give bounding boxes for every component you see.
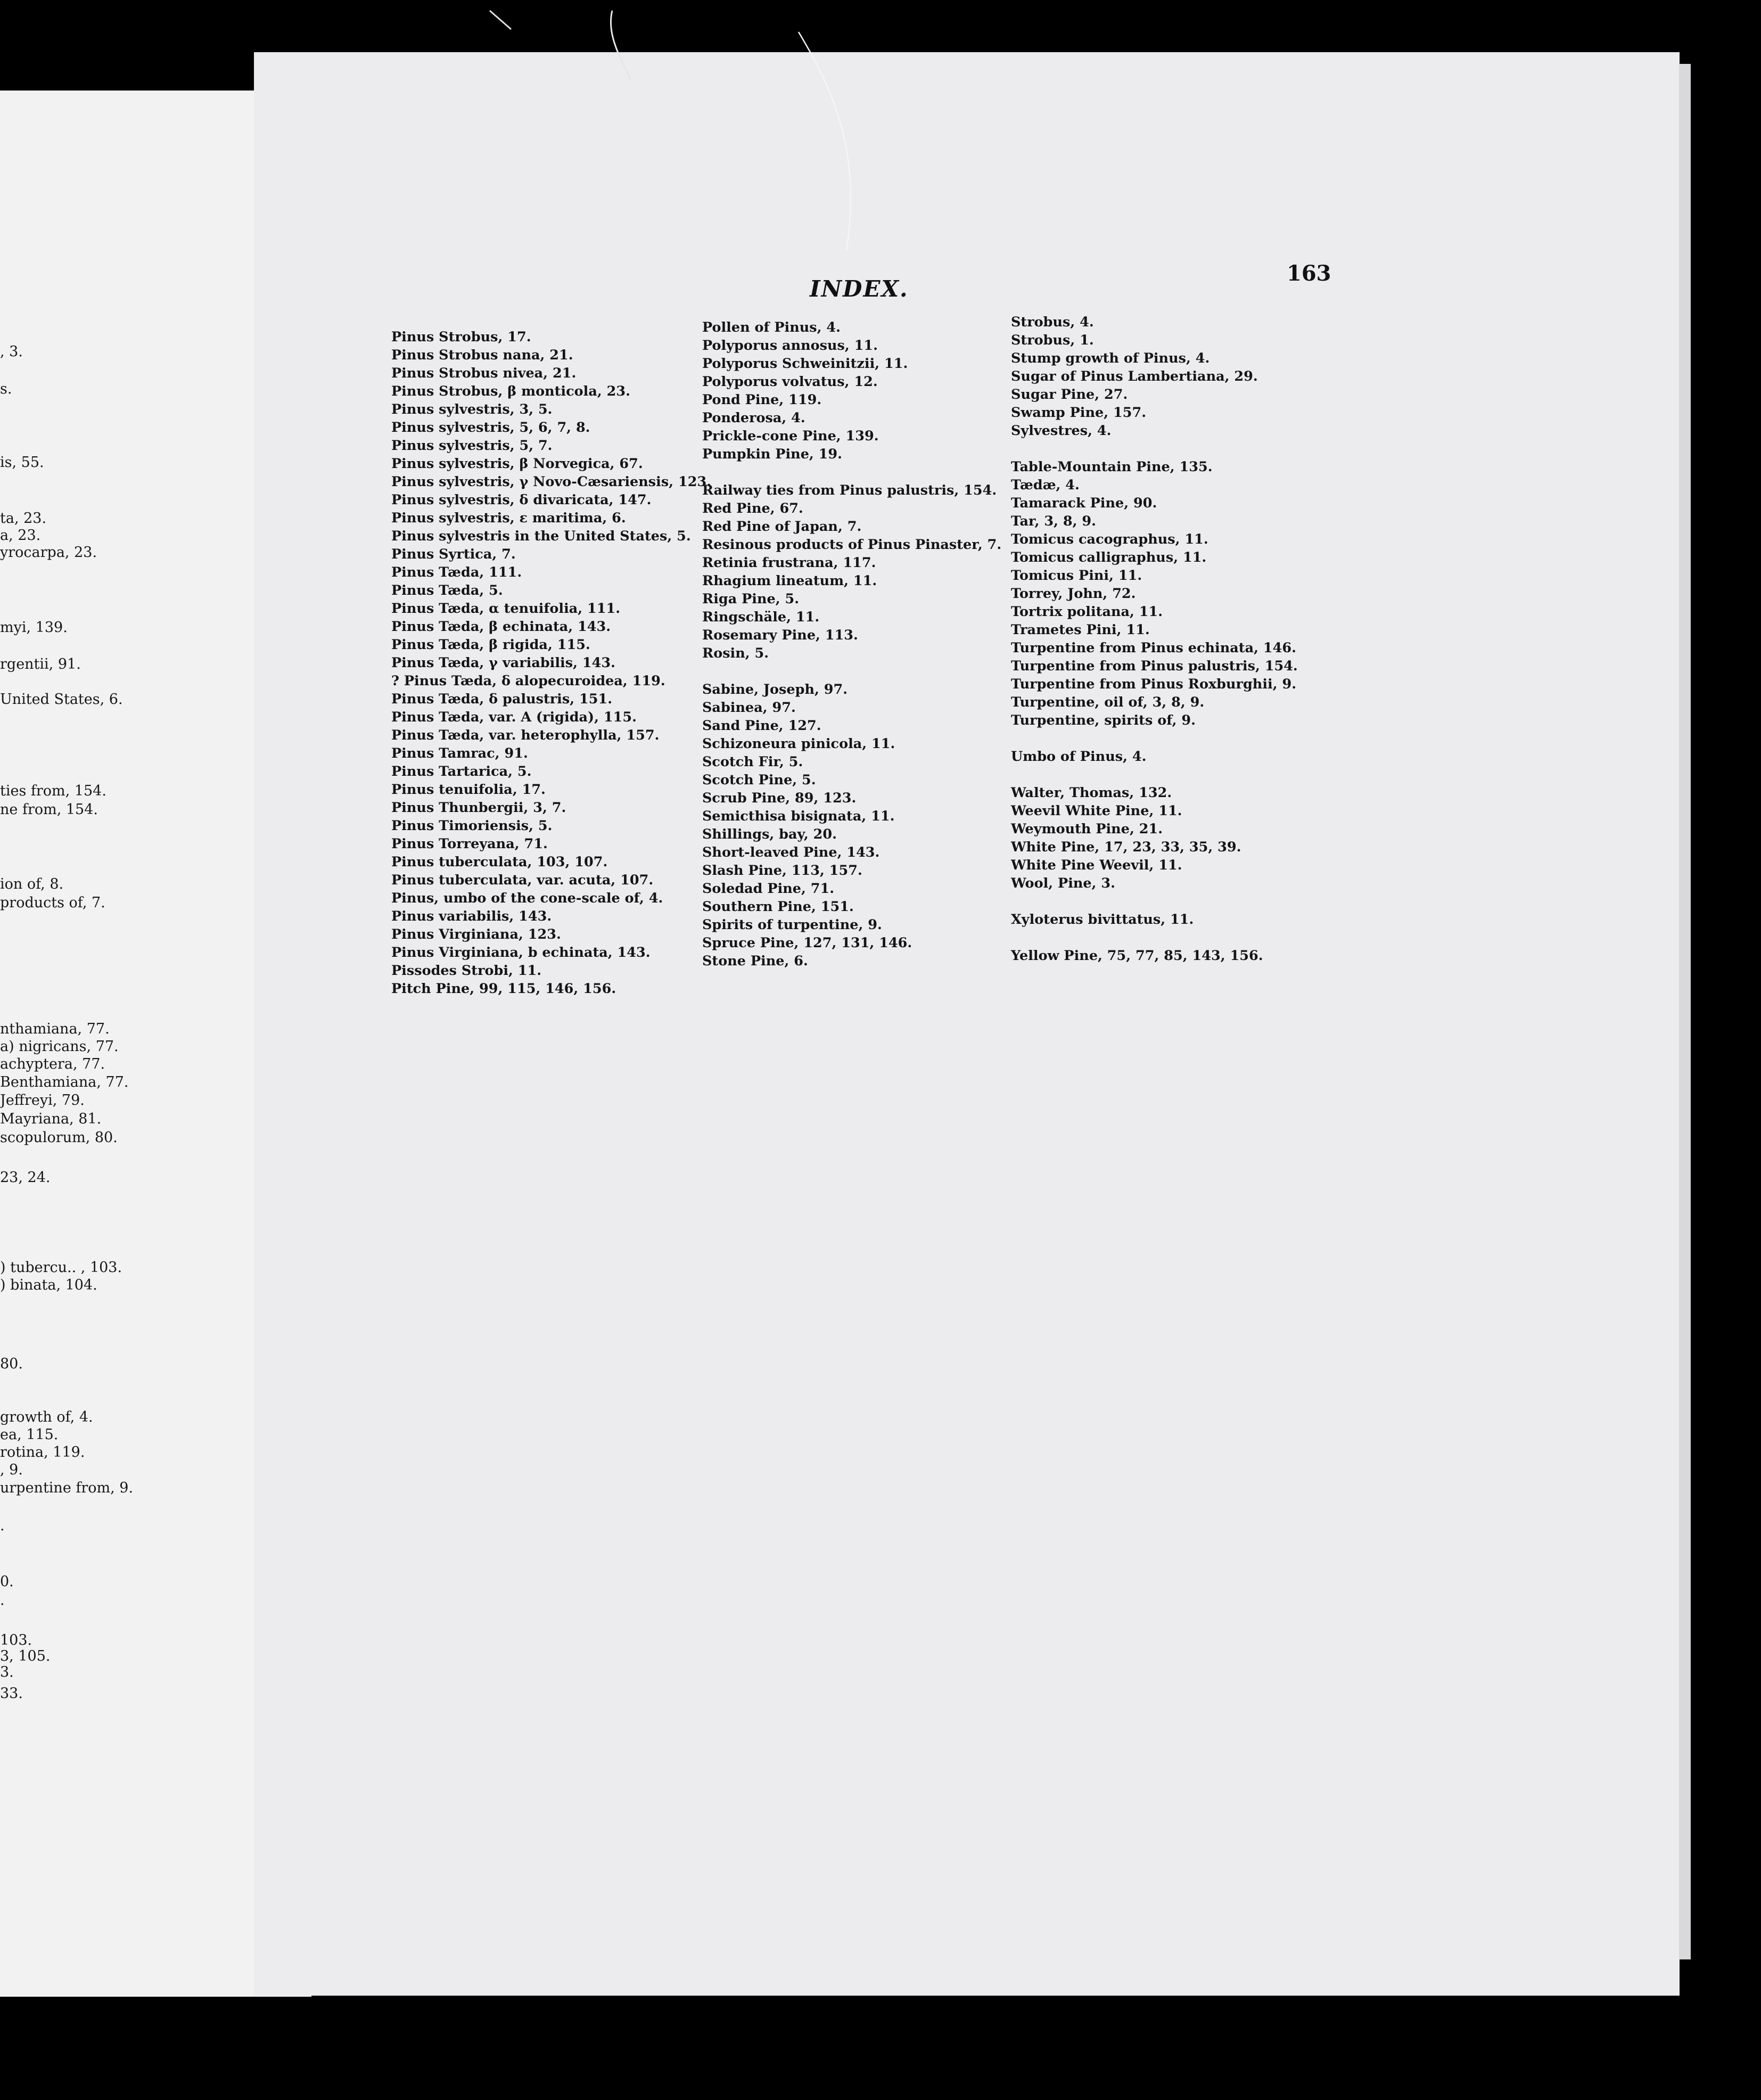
index-entry: Turpentine from Pinus palustris, 154. <box>1011 658 1298 674</box>
index-entry: Pinus sylvestris, 5, 7. <box>391 438 553 454</box>
index-entry: Trametes Pini, 11. <box>1011 622 1150 638</box>
left-page-fragment: ion of, 8. <box>0 876 64 892</box>
left-page-fragment: ) binata, 104. <box>0 1277 97 1293</box>
index-entry: Pinus sylvestris, 3, 5. <box>391 401 553 417</box>
left-page-fragment: 3, 105. <box>0 1648 51 1664</box>
index-entry: Pinus Strobus, β monticola, 23. <box>391 383 630 399</box>
index-entry: Tar, 3, 8, 9. <box>1011 513 1097 529</box>
left-page-fragment: yrocarpa, 23. <box>0 544 97 561</box>
left-page-fragment: myi, 139. <box>0 619 68 636</box>
index-entry: Pinus Tæda, β echinata, 143. <box>391 619 611 635</box>
index-entry: Pissodes Strobi, 11. <box>391 963 542 979</box>
index-entry: Rosemary Pine, 113. <box>702 627 858 643</box>
index-entry: Turpentine from Pinus echinata, 146. <box>1011 640 1296 656</box>
index-entry: Pinus tuberculata, 103, 107. <box>391 854 608 870</box>
left-page-fragment: ea, 115. <box>0 1426 59 1443</box>
left-page-fragment: ta, 23. <box>0 510 47 527</box>
index-entry: Tamarack Pine, 90. <box>1011 495 1157 511</box>
left-page-fragment: rotina, 119. <box>0 1444 85 1461</box>
left-page-fragment: rgentii, 91. <box>0 656 81 672</box>
index-entry: Prickle-cone Pine, 139. <box>702 428 879 444</box>
index-entry: Pinus tenuifolia, 17. <box>391 782 546 798</box>
index-entry: Pinus Torreyana, 71. <box>391 836 548 852</box>
index-entry: Pinus Virginiana, b echinata, 143. <box>391 945 651 961</box>
left-page-fragment: 23, 24. <box>0 1169 51 1186</box>
index-entry: Red Pine, 67. <box>702 501 803 516</box>
left-page-fragment: 0. <box>0 1573 14 1590</box>
index-entry: Retinia frustrana, 117. <box>702 555 876 571</box>
index-entry: Spirits of turpentine, 9. <box>702 917 882 933</box>
index-entry: Polyporus Schweinitzii, 11. <box>702 356 908 372</box>
index-entry: Torrey, John, 72. <box>1011 586 1136 602</box>
index-entry: Turpentine, spirits of, 9. <box>1011 712 1196 728</box>
index-entry: Tomicus cacographus, 11. <box>1011 531 1208 547</box>
left-page-fragment: achyptera, 77. <box>0 1056 105 1072</box>
index-entry: Strobus, 4. <box>1011 314 1094 330</box>
index-entry: Short-leaved Pine, 143. <box>702 844 880 860</box>
index-entry: Strobus, 1. <box>1011 332 1094 348</box>
index-entry: Sugar Pine, 27. <box>1011 387 1128 403</box>
index-entry: Slash Pine, 113, 157. <box>702 863 862 879</box>
left-page-fragment: United States, 6. <box>0 691 123 708</box>
left-page-fragment: s. <box>0 381 12 397</box>
index-entry: Tortrix politana, 11. <box>1011 604 1163 620</box>
index-entry: Pinus sylvestris, 5, 6, 7, 8. <box>391 420 590 436</box>
left-page-fragment: Mayriana, 81. <box>0 1111 102 1127</box>
left-page-fragment: scopulorum, 80. <box>0 1129 118 1146</box>
index-entry: ? Pinus Tæda, δ alopecuroidea, 119. <box>391 673 665 689</box>
index-entry: Pinus sylvestris, ε maritima, 6. <box>391 510 626 526</box>
index-entry: Pinus Strobus nivea, 21. <box>391 365 577 381</box>
index-entry: Rosin, 5. <box>702 645 769 661</box>
index-entry: Pinus Tartarica, 5. <box>391 764 532 780</box>
left-page-fragment: Jeffreyi, 79. <box>0 1092 85 1109</box>
index-entry: Table-Mountain Pine, 135. <box>1011 459 1213 475</box>
left-page-fragment: ties from, 154. <box>0 783 106 799</box>
index-entry: Pinus Tæda, γ variabilis, 143. <box>391 655 615 671</box>
index-entry: Scotch Fir, 5. <box>702 754 803 770</box>
index-entry: Pinus Strobus nana, 21. <box>391 347 573 363</box>
index-entry: Pinus Tæda, α tenuifolia, 111. <box>391 601 621 617</box>
index-entry: Sylvestres, 4. <box>1011 423 1112 439</box>
index-entry: Pinus Tæda, var. A (rigida), 115. <box>391 709 637 725</box>
index-entry: Spruce Pine, 127, 131, 146. <box>702 935 912 951</box>
index-entry: Southern Pine, 151. <box>702 899 854 915</box>
page-number: 163 <box>1287 261 1331 286</box>
index-entry: Riga Pine, 5. <box>702 591 800 607</box>
index-entry: Pinus Tæda, var. heterophylla, 157. <box>391 727 660 743</box>
left-page-fragment: a) nigricans, 77. <box>0 1038 119 1055</box>
left-page-fragment: , 3. <box>0 343 23 360</box>
index-entry: Schizoneura pinicola, 11. <box>702 736 895 752</box>
left-page-fragment: a, 23. <box>0 527 41 544</box>
index-gap <box>1011 892 1298 910</box>
index-entry: Scotch Pine, 5. <box>702 772 816 788</box>
index-entry: Tomicus calligraphus, 11. <box>1011 549 1207 565</box>
left-page-fragment: . <box>0 1592 5 1609</box>
index-entry: Walter, Thomas, 132. <box>1011 785 1172 801</box>
index-entry: Rhagium lineatum, 11. <box>702 573 877 589</box>
left-page-fragment: Benthamiana, 77. <box>0 1074 129 1090</box>
index-entry: Railway ties from Pinus palustris, 154. <box>702 482 997 498</box>
index-entry: White Pine Weevil, 11. <box>1011 857 1182 873</box>
index-entry: Red Pine of Japan, 7. <box>702 519 862 535</box>
index-entry: Turpentine, oil of, 3, 8, 9. <box>1011 694 1205 710</box>
left-page-fragment: 33. <box>0 1685 23 1702</box>
index-entry: Tomicus Pini, 11. <box>1011 568 1142 584</box>
index-entry: Pinus Thunbergii, 3, 7. <box>391 800 566 816</box>
index-entry: Polyporus annosus, 11. <box>702 338 878 354</box>
index-entry: Pollen of Pinus, 4. <box>702 319 841 335</box>
left-page-fragment: nthamiana, 77. <box>0 1021 110 1037</box>
index-entry: Pinus Syrtica, 7. <box>391 546 516 562</box>
index-entry: Pinus sylvestris in the United States, 5. <box>391 528 691 544</box>
left-page-fragment: 3. <box>0 1664 14 1680</box>
left-page-fragment: products of, 7. <box>0 895 105 911</box>
index-entry: Yellow Pine, 75, 77, 85, 143, 156. <box>1011 948 1263 964</box>
index-entry: Ringschäle, 11. <box>702 609 820 625</box>
left-page-fragment: 103. <box>0 1632 32 1648</box>
left-page-fragment: 80. <box>0 1356 23 1372</box>
index-entry: Pond Pine, 119. <box>702 392 822 408</box>
index-entry: Swamp Pine, 157. <box>1011 405 1147 421</box>
index-entry: Resinous products of Pinus Pinaster, 7. <box>702 537 1002 553</box>
index-entry: Pinus sylvestris, δ divaricata, 147. <box>391 492 652 508</box>
index-entry: Stone Pine, 6. <box>702 953 808 969</box>
index-entry: Weevil White Pine, 11. <box>1011 803 1182 819</box>
right-page <box>254 52 1680 1996</box>
index-entry: Turpentine from Pinus Roxburghii, 9. <box>1011 676 1297 692</box>
left-page-fragment: urpentine from, 9. <box>0 1480 134 1496</box>
index-entry: Pinus sylvestris, β Norvegica, 67. <box>391 456 643 472</box>
index-gap <box>1011 440 1298 458</box>
index-entry: Pinus Tamrac, 91. <box>391 745 528 761</box>
index-entry: Pinus tuberculata, var. acuta, 107. <box>391 872 654 888</box>
index-entry: Pumpkin Pine, 19. <box>702 446 843 462</box>
index-entry: Pinus Strobus, 17. <box>391 329 531 345</box>
index-entry: Sabine, Joseph, 97. <box>702 682 848 698</box>
left-page-fragment: growth of, 4. <box>0 1409 93 1425</box>
index-entry: Polyporus volvatus, 12. <box>702 374 878 390</box>
index-gap <box>1011 729 1298 748</box>
index-column-1 <box>391 328 711 998</box>
left-page-fragment: ) tubercu.. , 103. <box>0 1259 122 1276</box>
left-page-fragment: . <box>0 1517 5 1534</box>
left-page-fragment: ne from, 154. <box>0 801 98 818</box>
index-column-2 <box>702 318 1001 970</box>
left-page-fragment: , 9. <box>0 1462 23 1478</box>
index-column-3 <box>1011 313 1298 965</box>
index-entry: Pinus Tæda, δ palustris, 151. <box>391 691 613 707</box>
index-gap <box>702 662 1001 680</box>
index-entry: Ponderosa, 4. <box>702 410 805 426</box>
index-entry: Sand Pine, 127. <box>702 718 821 734</box>
index-entry: Wool, Pine, 3. <box>1011 875 1116 891</box>
index-entry: Pinus sylvestris, γ Novo-Cæsariensis, 123. <box>391 474 712 490</box>
index-entry: Stump growth of Pinus, 4. <box>1011 350 1210 366</box>
index-gap <box>702 463 1001 481</box>
index-entry: Pinus Tæda, 5. <box>391 583 503 598</box>
left-page-fragment: is, 55. <box>0 454 44 471</box>
index-entry: Xyloterus bivittatus, 11. <box>1011 912 1194 928</box>
page-edge <box>1679 64 1691 1959</box>
index-entry: Soledad Pine, 71. <box>702 881 835 897</box>
index-entry: Pitch Pine, 99, 115, 146, 156. <box>391 981 616 997</box>
index-entry: Pinus variabilis, 143. <box>391 908 552 924</box>
index-entry: Umbo of Pinus, 4. <box>1011 749 1147 765</box>
index-gap <box>1011 929 1298 947</box>
index-gap <box>1011 766 1298 784</box>
index-entry: White Pine, 17, 23, 33, 35, 39. <box>1011 839 1241 855</box>
index-entry: Pinus Timoriensis, 5. <box>391 818 553 834</box>
index-entry: Sugar of Pinus Lambertiana, 29. <box>1011 368 1258 384</box>
page-title: INDEX. <box>810 276 909 302</box>
index-entry: Sabinea, 97. <box>702 700 796 716</box>
index-entry: Pinus Tæda, 111. <box>391 564 522 580</box>
index-entry: Pinus, umbo of the cone-scale of, 4. <box>391 890 663 906</box>
index-entry: Pinus Virginiana, 123. <box>391 926 561 942</box>
index-entry: Weymouth Pine, 21. <box>1011 821 1163 837</box>
index-entry: Scrub Pine, 89, 123. <box>702 790 857 806</box>
index-entry: Tædæ, 4. <box>1011 477 1080 493</box>
index-entry: Shillings, bay, 20. <box>702 826 837 842</box>
index-entry: Pinus Tæda, β rigida, 115. <box>391 637 590 653</box>
index-entry: Semicthisa bisignata, 11. <box>702 808 895 824</box>
